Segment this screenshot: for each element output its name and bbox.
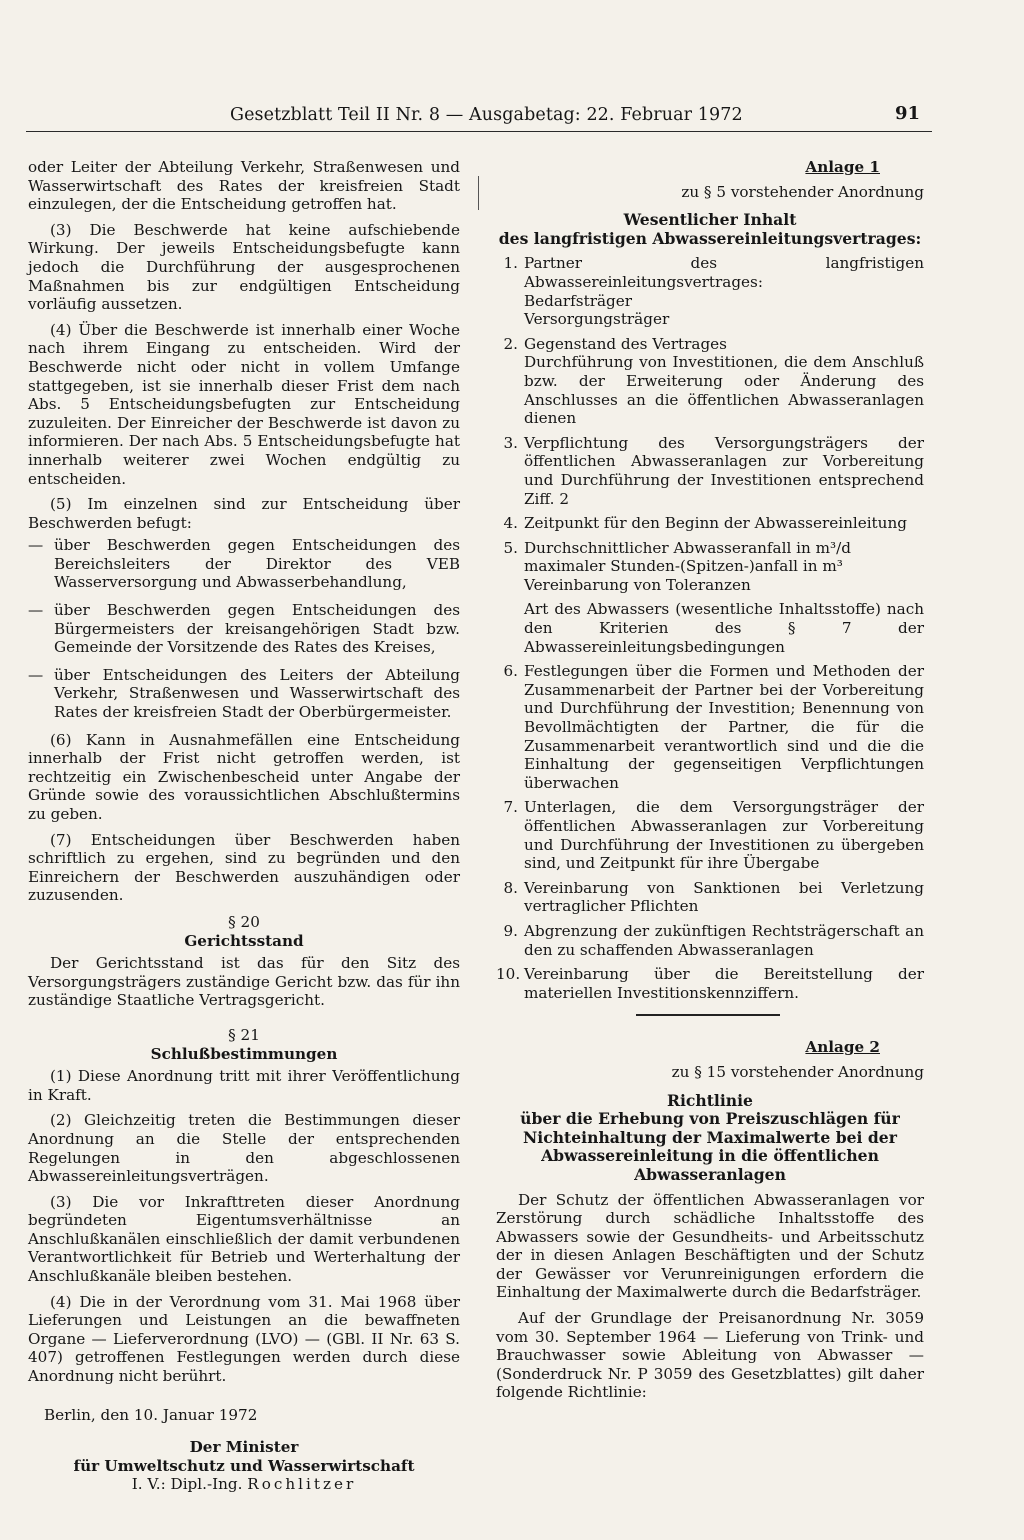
item-line: Vereinbarung von Toleranzen: [524, 575, 751, 594]
list-item-text: über Beschwerden gegen Entscheidungen des Bereichsleiters der Direktor des VEB Wasserversorgung und Abwasserbehandlung,: [54, 536, 460, 592]
section-20-number: § 20: [228, 912, 260, 931]
item-number: 10.: [496, 965, 521, 984]
item-line: Vereinbarung von Sanktionen bei Verletzung vertraglicher Pflichten: [524, 878, 924, 916]
page-header: [26, 103, 932, 132]
list-item: [28, 666, 460, 722]
dash-marker: —: [28, 601, 44, 620]
paragraph-6: (6) Kann in Ausnahmefällen eine Entscheidung innerhalb der Frist nicht getroffen werden, ist rechtzeitig ein Zwischenbescheid unter Angabe der Gründe sowie des voraussichtlichen Abschlußtermins zu geben.: [28, 730, 460, 823]
item-number: 7.: [503, 798, 518, 817]
item-number: 1.: [503, 254, 518, 273]
section-21-number: § 21: [228, 1025, 260, 1044]
item-number: 3.: [503, 433, 518, 452]
list-item-text: über Beschwerden gegen Entscheidungen des Bürgermeisters der kreisangehörigen Stadt bzw. Gemeinde der Vorsitzende des Rates des Kreises,: [54, 601, 460, 657]
list-item: [496, 434, 924, 508]
section-21-paragraph-4: (4) Die in der Verordnung vom 31. Mai 1968 über Lieferungen und Leistungen an die bewaffneten Organe — Lieferverordnung (LVO) — (GBl. II Nr. 63 S. 407) getroffenen Festlegungen werden durch diese Anordnung nicht berührt.: [28, 1292, 460, 1386]
anlage-2-heading: [496, 1092, 924, 1185]
anlage-2-paragraph-1: Der Schutz der öffentlichen Abwasseranlagen vor Zerstörung durch schädliche Inhaltsstoffe des Abwassers sowie der Gesundheits- und Arbeitsschutz der in diesen Anlagen Beschäftigten und der Schutz der Gewässer vor Verunreinigungen erfordern die Einhaltung der Maximalwerte durch die Bedarfsträger.: [496, 1190, 924, 1302]
signer-name: Rochlitzer: [247, 1475, 357, 1494]
paragraph-3: (3) Die Beschwerde hat keine aufschiebende Wirkung. Der jeweils Entscheidungsbefugte kann jedoch die Durchführung der ausgesprochenen Maßnahmen bis zur endgültigen Entscheidung vorläufig aussetzen.: [28, 220, 460, 314]
page-number: 91: [894, 103, 920, 124]
item-line: Gegenstand des Vertrages: [524, 334, 727, 353]
section-20-title: Gerichtsstand: [184, 931, 304, 950]
item-line: Festlegungen über die Formen und Methoden der Zusammenarbeit der Partner bei der Vorbereitung und Durchführung der Investition; Benennung von Bevollmächtigten der Partner, die für die Zusammenarbeit verantwortlich sind und die die Einhaltung der gegenseitigen Verpflichtungen überwachen: [524, 662, 924, 792]
paragraph-5: (5) Im einzelnen sind zur Entscheidung über Beschwerden befugt:: [28, 495, 460, 532]
signer-name-line: [28, 1475, 460, 1494]
anlage-1-heading-line-1: Wesentlicher Inhalt: [623, 210, 797, 230]
section-21-paragraph-3: (3) Die vor Inkrafttreten dieser Anordnung begründeten Eigentumsverhältnisse an Anschlußkanälen einschließlich der damit verbundenen Verantwortlichkeit für Betrieb und Werterhaltung der Anschlußkanäle bleiben bestehen.: [28, 1192, 460, 1286]
section-21-title: Schlußbestimmungen: [150, 1044, 338, 1063]
list-item: [496, 879, 924, 916]
item-line: Bedarfsträger: [524, 291, 632, 310]
item-line: Versorgungsträger: [524, 310, 670, 329]
section-divider-rule: [636, 1014, 780, 1016]
anlage-2-reference: zu § 15 vorstehender Anordnung: [671, 1062, 924, 1081]
item-line: Zeitpunkt für den Beginn der Abwassereinleitung: [524, 514, 907, 533]
section-20-text: Der Gerichtsstand ist das für den Sitz des Versorgungsträgers zuständige Gericht bzw. das für ihn zuständige Staatliche Vertragsgericht.: [28, 954, 460, 1010]
item-line: Vereinbarung über die Bereitstellung der materiellen Investitionskennziffern.: [524, 965, 924, 1002]
anlage-1-heading-line-2: des langfristigen Abwassereinleitungsvertrages:: [498, 228, 922, 248]
item-line: Unterlagen, die dem Versorgungsträger der öffentlichen Abwasseranlagen zur Vorbereitung und Durchführung der Investitionen zu übergeben sind, und Zeitpunkt für ihre Übergabe: [524, 798, 924, 873]
item-line: Verpflichtung des Versorgungsträgers der öffentlichen Abwasseranlagen zur Vorbereitung und Durchführung der Investitionen entsprechend Ziff. 2: [524, 433, 924, 508]
list-item: [496, 254, 924, 328]
signer-prefix: I. V.: Dipl.-Ing.: [131, 1475, 243, 1494]
list-item: [496, 662, 924, 792]
list-item: [496, 514, 924, 533]
item-number: 5.: [503, 538, 518, 557]
item-line: Partner des langfristigen Abwassereinleitungsvertrages:: [524, 254, 924, 291]
paragraph-4: (4) Über die Beschwerde ist innerhalb einer Woche nach ihrem Eingang zu entscheiden. Wird der Beschwerde nicht oder nicht in vollem Umfange stattgegeben, ist sie innerhalb dieser Frist dem nach Abs. 5 Entscheidungsbefugten zur Entscheidung zuzuleiten. Der Einreicher der Beschwerde ist davon zu informieren. Der nach Abs. 5 Entscheidungsbefugte hat innerhalb weiterer zwei Wochen endgültig zu entscheiden.: [28, 320, 460, 488]
anlage-2-paragraph-2: Auf der Grundlage der Preisanordnung Nr. 3059 vom 30. September 1964 — Lieferung von Trink- und Brauchwasser sowie Ableitung von Abwasser — (Sonderdruck Nr. P 3059 des Gesetzblattes) gilt daher folgende Richtlinie:: [496, 1309, 924, 1402]
anlage-2-heading-line-1: Richtlinie: [667, 1090, 753, 1110]
dash-marker: —: [28, 536, 44, 555]
header-title: Gesetzblatt Teil II Nr. 8 — Ausgabetag: 22. Februar 1972: [230, 105, 743, 125]
anlage-1-label: Anlage 1: [805, 158, 880, 176]
place-date: Berlin, den 10. Januar 1972: [44, 1405, 258, 1424]
column-divider: [478, 176, 479, 210]
anlage-2-label: Anlage 2: [805, 1038, 880, 1057]
item-line: maximaler Stunden-(Spitzen-)anfall in m³: [524, 557, 843, 576]
item-line: Abgrenzung der zukünftigen Rechtsträgerschaft an den zu schaffenden Abwasseranlagen: [524, 921, 924, 959]
anlage-1-heading: [496, 211, 924, 248]
item-number: 8.: [503, 878, 518, 897]
paragraph-intro: oder Leiter der Abteilung Verkehr, Straßenwesen und Wasserwirtschaft des Rates der kreisfreien Stadt einzulegen, der die Entscheidung getroffen hat.: [28, 158, 460, 214]
signer-title-line-2: für Umweltschutz und Wasserwirtschaft: [73, 1456, 415, 1475]
dash-marker: —: [28, 665, 44, 684]
list-item: [496, 922, 924, 959]
list-item: [28, 601, 460, 657]
signer-title-line-1: Der Minister: [189, 1438, 299, 1457]
competence-list: [28, 536, 460, 721]
list-item-text: über Entscheidungen des Leiters der Abteilung Verkehr, Straßenwesen und Wasserwirtschaft des Rates der kreisfreien Stadt der Oberbürgermeister.: [54, 665, 460, 722]
paragraph-7: (7) Entscheidungen über Beschwerden haben schriftlich zu ergehen, sind zu begründen und den Einreichern der Beschwerden auszuhändigen oder zuzusenden.: [28, 830, 460, 905]
item-line: Durchführung von Investitionen, die dem Anschluß bzw. der Erweiterung oder Änderung des Anschlusses an die öffentlichen Abwasseranlagen dienen: [524, 353, 924, 428]
signer-title: [28, 1438, 460, 1475]
item-number: 2.: [503, 334, 518, 353]
list-item: [496, 965, 924, 1002]
section-21-paragraph-2: (2) Gleichzeitig treten die Bestimmungen dieser Anordnung an die Stelle der entsprechenden Regelungen in den abgeschlossenen Abwassereinleitungsverträgen.: [28, 1111, 460, 1186]
item-line: Art des Abwassers (wesentliche Inhaltsstoffe) nach den Kriterien des § 7 der Abwassereinleitungsbedingungen: [524, 600, 924, 656]
anlage-2-heading-line-2: über die Erhebung von Preiszuschlägen für Nichteinhaltung der Maximalwerte bei der Abwassereinleitung in die öffentlichen Abwasseranlagen: [520, 1109, 900, 1184]
right-column: [496, 158, 924, 1409]
list-item: [496, 798, 924, 872]
item-number: 6.: [503, 662, 518, 681]
item-number: 9.: [503, 921, 518, 940]
anlage-1-reference: zu § 5 vorstehender Anordnung: [681, 182, 924, 201]
contract-content-list: [496, 254, 924, 1002]
list-item: [28, 536, 460, 592]
left-column: [28, 158, 460, 1494]
item-line: Durchschnittlicher Abwasseranfall in m³/d: [524, 538, 851, 557]
item-number: 4.: [503, 514, 518, 533]
section-21-paragraph-1: (1) Diese Anordnung tritt mit ihrer Veröffentlichung in Kraft.: [28, 1067, 460, 1104]
list-item: [496, 539, 924, 657]
list-item: [496, 335, 924, 428]
